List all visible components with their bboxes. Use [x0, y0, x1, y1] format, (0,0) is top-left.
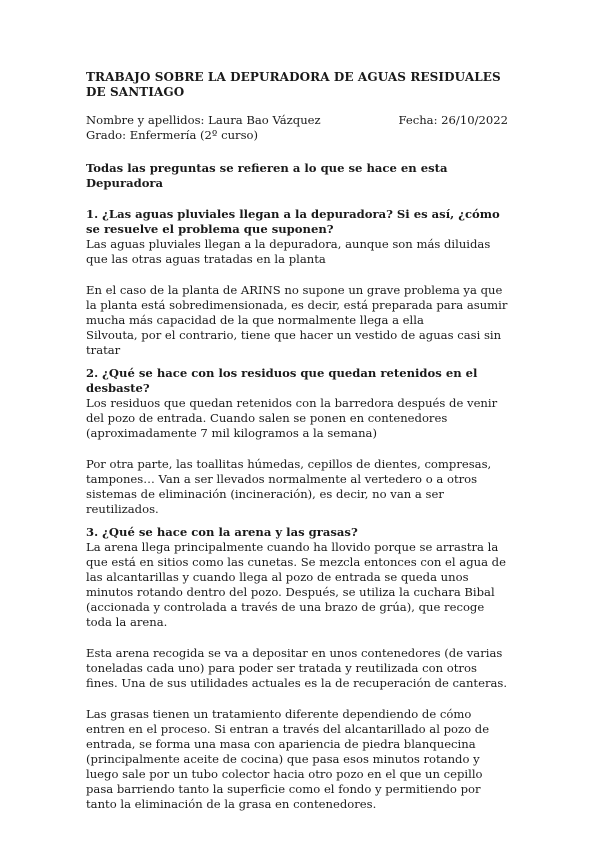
answer-2-paragraph-2: Por otra parte, las toallitas húmedas, cepillos de dientes, compresas, tampones… Van a ser llevados normalmente al vertedero o a otros sistemas de eliminación (incineración), es decir, no van a ser reutilizados.	[86, 457, 492, 516]
section-2	[86, 366, 508, 517]
intro-statement: Todas las preguntas se refieren a lo que se hace en esta Depuradora	[86, 161, 448, 190]
answer-1-paragraph-1: Las aguas pluviales llegan a la depuradora, aunque son más diluidas que las otras aguas tratadas en la planta	[86, 237, 491, 266]
answer-1-paragraph-2: En el caso de la planta de ARINS no supone un grave problema ya que la planta está sobredimensionada, es decir, está preparada para asumir mucha más capacidad de la que normalmente llega a ella	[86, 283, 508, 327]
student-grade: Grado: Enfermería (2º curso)	[86, 128, 259, 142]
question-3: 3. ¿Qué se hace con la arena y las grasas?	[86, 525, 358, 539]
student-info	[86, 113, 508, 143]
answer-3-paragraph-1: La arena llega principalmente cuando ha llovido porque se arrastra la que está en sitios como las cunetas. Se mezcla entonces con el agua de las alcantarillas y cuando llega al pozo de entrada se queda unos minutos rotando dentro del pozo. Después, se utiliza la cuchara Bibal (accionada y controlada a través de una brazo de grúa), que recoge toda la arena.	[86, 540, 506, 629]
question-1: 1. ¿Las aguas pluviales llegan a la depuradora? Si es así, ¿cómo se resuelve el problema que suponen?	[86, 207, 500, 236]
name-date-row	[86, 113, 508, 128]
section-1	[86, 207, 508, 358]
question-2: 2. ¿Qué se hace con los residuos que quedan retenidos en el desbaste?	[86, 366, 478, 395]
answer-3-paragraph-2: Esta arena recogida se va a depositar en unos contenedores (de varias toneladas cada uno) para poder ser tratada y reutilizada con otros fines. Una de sus utilidades actuales es la de recuperación de canteras.	[86, 646, 508, 690]
answer-1-paragraph-3: Silvouta, por el contrario, tiene que hacer un vestido de aguas casi sin tratar	[86, 328, 502, 357]
document-title: TRABAJO SOBRE LA DEPURADORA DE AGUAS RESIDUALES DE SANTIAGO	[86, 70, 501, 99]
student-name: Nombre y apellidos: Laura Bao Vázquez	[86, 113, 321, 127]
answer-3-paragraph-3: Las grasas tienen un tratamiento diferente dependiendo de cómo entren en el proceso. Si entran a través del alcantarillado al pozo de entrada, se forma una masa con apariencia de piedra blanquecina (principalmente aceite de cocina) que pasa esos minutos rotando y luego sale por un tubo colector hacia otro pozo en el que un cepillo pasa barriendo tanto la superficie como el fondo y permitiendo por tanto la eliminación de la grasa en contenedores.	[86, 707, 490, 811]
answer-2-paragraph-1: Los residuos que quedan retenidos con la barredora después de venir del pozo de entrada. Cuando salen se ponen en contenedores (aproximadamente 7 mil kilogramos a la semana)	[86, 396, 498, 440]
document-date: Fecha: 26/10/2022	[398, 113, 508, 127]
section-3	[86, 525, 508, 812]
